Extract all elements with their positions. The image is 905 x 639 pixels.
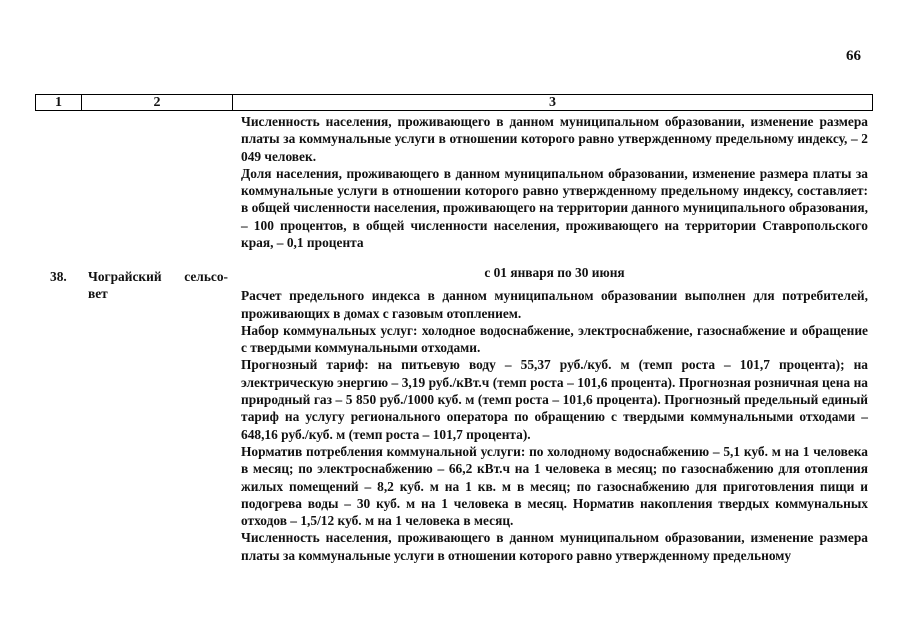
paragraph: Набор коммунальных услуг: холодное водоснабжение, электроснабжение, газоснабжение и обращение с твердыми коммунальными отходами. — [241, 322, 868, 356]
column-header-2: 2 — [82, 95, 233, 110]
column-header-3: 3 — [549, 95, 556, 110]
period-heading: с 01 января по 30 июня — [484, 265, 625, 280]
entry-number: 38. — [50, 269, 67, 284]
continued-text-block — [241, 113, 868, 251]
entry-text-block — [241, 264, 868, 564]
entry-name-word: Чограйский — [88, 269, 162, 284]
column-header-1: 1 — [36, 95, 82, 110]
page-number: 66 — [846, 48, 861, 64]
paragraph: Расчет предельного индекса в данном муниципальном образовании выполнен для потребителей, проживающих в домах с газовым отоплением. — [241, 288, 868, 321]
entry-name — [88, 268, 228, 303]
paragraph: Норматив потребления коммунальной услуги: по холодному водоснабжению – 5,1 куб. м на 1 человека в месяц; по электроснабжению – 66,2 кВт.ч на 1 человека в месяц; по газоснабжению для отопления жилых помещений – 8,2 куб. м на 1 кв. м в месяц; по газоснабжению для приготовления пищи и подогрева воды – 30 куб. м на 1 человека в месяц. Норматив накопления твердых коммунальных отходов – 1,5/12 куб. м на 1 человека в месяц. — [241, 443, 868, 529]
table-header — [35, 94, 873, 111]
entry-name-word: сельсо- — [184, 269, 228, 284]
paragraph: Численность населения, проживающего в данном муниципальном образовании, изменение размера платы за коммунальные услуги в отношении которого равно утвержденному предельному индексу, – 2 049 человек. — [241, 114, 868, 164]
paragraph: Прогнозный тариф: на питьевую воду – 55,37 руб./куб. м (темп роста – 101,7 процента); на электрическую энергию – 3,19 руб./кВт.ч (темп роста – 101,6 процента). Прогнозная розничная цена на природный газ – 5 850 руб./1000 куб. м (темп роста – 101,6 процента). Прогнозный предельный единый тариф на услугу регионального оператора по обращению с твердыми коммунальными отходами – 648,16 руб./куб. м (темп роста – 101,7 процента). — [241, 357, 868, 442]
entry-name-word: вет — [88, 286, 108, 302]
paragraph: Доля населения, проживающего в данном муниципальном образовании, изменение размера платы за коммунальные услуги в отношении которого равно утвержденному предельному индексу, составляет: в общей численности населения, проживающего на территории данного муниципального образования, – 100 процентов, в общей численности населения, проживающего на территории Ставропольского края, – 0,1 процента — [241, 165, 868, 251]
paragraph: Численность населения, проживающего в данном муниципальном образовании, изменение размера платы за коммунальные услуги в отношении которого равно утвержденному предельному — [241, 530, 868, 563]
